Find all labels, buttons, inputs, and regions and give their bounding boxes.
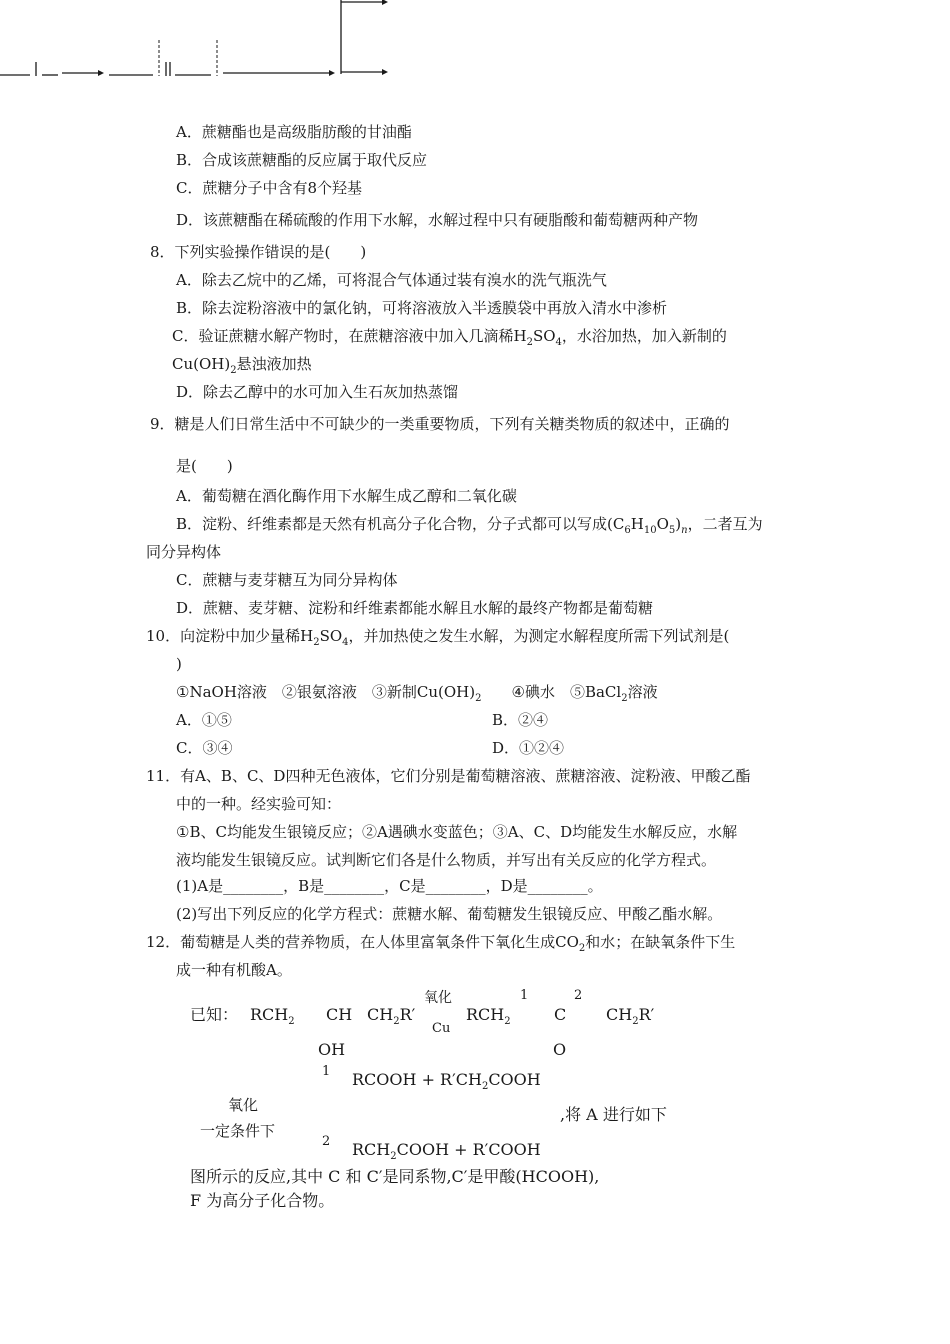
- cut-line-2: [216, 40, 218, 76]
- reaction-description-line2: F 为高分子化合物。: [190, 1191, 335, 1210]
- product-ch2r: $CH_2R'$: [606, 1005, 655, 1028]
- reaction-tail-text: ,将 A 进行如下: [560, 1105, 667, 1124]
- q8-option-b: B．除去淀粉溶液中的氯化钠，可将溶液放入半透膜袋中再放入清水中渗析: [176, 299, 668, 317]
- q10-stem-line2: ): [176, 655, 182, 673]
- reaction-arrow-icon: [62, 70, 104, 76]
- bond-oh: [35, 62, 37, 76]
- q7-option-b: B．合成该蔗糖酯的反应属于取代反应: [176, 151, 428, 169]
- branch-label-2: 2: [322, 1134, 331, 1149]
- product-c: C: [554, 1005, 567, 1024]
- branch-product-1: RCOOH + $R'CH_2COOH$: [352, 1070, 541, 1093]
- reaction-description-line1: 图所示的反应,其中 C 和 C′是同系物,C′是甲酸(HCOOH),: [190, 1167, 600, 1186]
- q10-option-b: B．②④: [492, 711, 549, 729]
- reactant-oh: OH: [318, 1040, 346, 1059]
- product-o: O: [553, 1040, 567, 1059]
- q12-stem-line1: 12．葡萄糖是人类的营养物质，在人体里富氧条件下氧化生成$CO_2$和水；在缺氧条件下生: [146, 933, 736, 954]
- q11-info-line1: ①B、C均能发生银镜反应；②A遇碘水变蓝色；③A、C、D均能发生水解反应，水解: [176, 823, 738, 841]
- q8-option-c-line1: C．验证蔗糖水解产物时，在蔗糖溶液中加入几滴稀$H_2SO_4$，水浴加热，加入新制的: [172, 327, 727, 348]
- arrow-condition-cu: Cu: [432, 1021, 451, 1036]
- step2-condition-text: 一定条件下: [200, 1122, 276, 1140]
- q10-option-d: D．①②④: [492, 739, 565, 757]
- q8-stem: 8．下列实验操作错误的是( ): [150, 243, 367, 261]
- q9-option-b-line2: 同分异构体: [146, 543, 222, 561]
- branch-arrows-icon: [340, 0, 388, 76]
- bond-double-o: [165, 62, 171, 76]
- bond-4: [175, 74, 211, 76]
- bond-3: [109, 74, 153, 76]
- q7-option-c: C．蔗糖分子中含有8个羟基: [176, 179, 363, 197]
- q10-option-c: C．③④: [176, 739, 233, 757]
- q9-stem-line2: 是( ): [176, 457, 233, 475]
- q9-option-d: D．蔗糖、麦芽糖、淀粉和纤维素都能水解且水解的最终产物都是葡萄糖: [176, 599, 654, 617]
- cut-label-2: 2: [574, 988, 583, 1003]
- q11-part2: (2)写出下列反应的化学方程式：蔗糖水解、葡萄糖发生银镜反应、甲酸乙酯水解。: [176, 905, 723, 923]
- q10-option-a: A．①⑤: [176, 711, 232, 729]
- q11-stem-line2: 中的一种。经实验可知：: [176, 795, 342, 813]
- cut-line-1: [158, 40, 160, 76]
- q9-option-a: A．葡萄糖在酒化酶作用下水解生成乙醇和二氧化碳: [176, 487, 517, 505]
- q11-part1: (1)A是________，B是________，C是________，D是________。: [176, 877, 603, 895]
- step2-arrow-icon: [223, 70, 335, 76]
- reactant-rch2: $RCH_2$: [250, 1005, 295, 1028]
- q9-option-c: C．蔗糖与麦芽糖互为同分异构体: [176, 571, 398, 589]
- arrow-condition-oxidation: 氧化: [424, 990, 452, 1006]
- bond-2: [42, 74, 58, 76]
- q11-stem-line1: 11．有A、B、C、D四种无色液体，它们分别是葡萄糖溶液、蔗糖溶液、淀粉液、甲酸乙酯: [146, 767, 751, 785]
- reactant-ch: CH: [326, 1005, 353, 1024]
- branch-product-2: $RCH_2COOH$ + R′COOH: [352, 1140, 541, 1163]
- q8-option-c-line2: $Cu(OH)_2$悬浊液加热: [172, 355, 312, 376]
- product-rch2: $RCH_2$: [466, 1005, 511, 1028]
- q7-option-d: D．该蔗糖酯在稀硫酸的作用下水解，水解过程中只有硬脂酸和葡萄糖两种产物: [176, 211, 699, 229]
- q10-reagents: ①NaOH溶液 ②银氨溶液 ③新制$Cu(OH)_2$ ④碘水 ⑤BaCl$_2$溶液: [176, 683, 658, 704]
- q12-stem-line2: 成一种有机酸A。: [176, 961, 292, 979]
- cut-label-1: 1: [520, 988, 529, 1003]
- bond-1: [0, 74, 30, 76]
- q10-stem-line1: 10．向淀粉中加少量稀$H_2SO_4$，并加热使之发生水解，为测定水解程度所需下列试剂是(: [146, 627, 730, 648]
- q7-option-a: A．蔗糖酯也是高级脂肪酸的甘油酯: [176, 123, 412, 141]
- q11-info-line2: 液均能发生银镜反应。试判断它们各是什么物质，并写出有关反应的化学方程式。: [176, 851, 717, 869]
- reactant-ch2r: $CH_2R'$: [367, 1005, 416, 1028]
- q8-option-d: D．除去乙醇中的水可加入生石灰加热蒸馏: [176, 383, 459, 401]
- q9-option-b-line1: B．淀粉、纤维素都是天然有机高分子化合物，分子式都可以写成$(C_6H_{10}O_5)_n$，二者互为: [176, 515, 763, 536]
- q8-option-a: A．除去乙烷中的乙烯，可将混合气体通过装有溴水的洗气瓶洗气: [176, 271, 607, 289]
- known-label: 已知：: [190, 1005, 239, 1024]
- branch-label-1: 1: [322, 1064, 331, 1079]
- step2-condition-oxidation: 氧化: [228, 1096, 259, 1114]
- q9-stem-line1: 9．糖是人们日常生活中不可缺少的一类重要物质，下列有关糖类物质的叙述中，正确的: [150, 415, 730, 433]
